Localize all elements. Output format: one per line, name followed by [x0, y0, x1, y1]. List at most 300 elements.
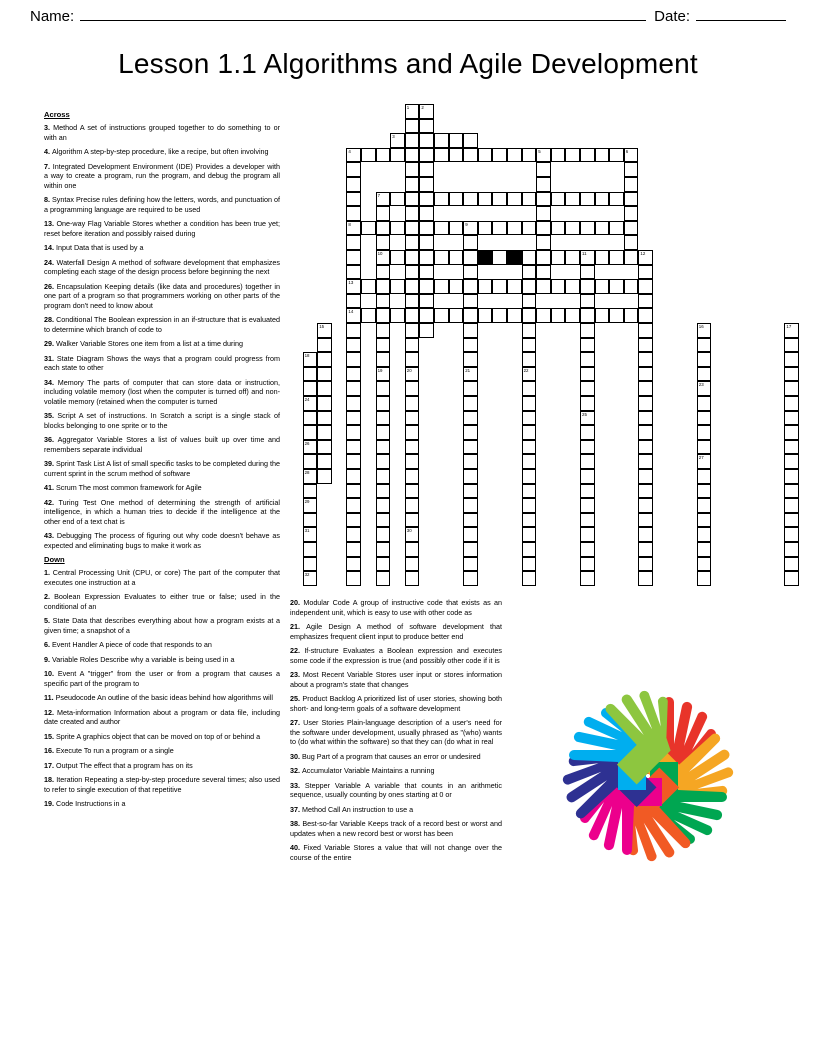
grid-cell[interactable] — [565, 308, 580, 323]
grid-cell[interactable] — [536, 265, 551, 280]
grid-cell[interactable] — [580, 323, 595, 338]
grid-cell[interactable] — [303, 411, 318, 426]
grid-cell[interactable] — [580, 440, 595, 455]
grid-cell[interactable] — [463, 338, 478, 353]
grid-cell[interactable] — [638, 396, 653, 411]
grid-cell[interactable] — [492, 250, 507, 265]
grid-cell[interactable] — [478, 148, 493, 163]
grid-cell[interactable] — [478, 308, 493, 323]
grid-cell[interactable] — [405, 381, 420, 396]
grid-cell[interactable] — [784, 542, 799, 557]
grid-cell[interactable] — [405, 425, 420, 440]
grid-cell[interactable] — [303, 367, 318, 382]
grid-cell[interactable] — [492, 192, 507, 207]
grid-cell[interactable] — [376, 265, 391, 280]
grid-cell[interactable] — [580, 411, 595, 426]
grid-cell[interactable] — [580, 527, 595, 542]
grid-cell[interactable] — [390, 250, 405, 265]
grid-cell[interactable] — [376, 411, 391, 426]
grid-cell[interactable] — [638, 557, 653, 572]
grid-cell[interactable] — [580, 308, 595, 323]
grid-cell[interactable] — [463, 454, 478, 469]
grid-cell[interactable] — [638, 571, 653, 586]
grid-cell[interactable] — [536, 235, 551, 250]
grid-cell[interactable] — [405, 133, 420, 148]
grid-cell[interactable] — [463, 265, 478, 280]
grid-cell[interactable] — [405, 279, 420, 294]
grid-cell[interactable] — [376, 542, 391, 557]
grid-cell[interactable] — [376, 221, 391, 236]
grid-cell[interactable] — [624, 250, 639, 265]
grid-cell[interactable] — [565, 279, 580, 294]
grid-cell[interactable] — [580, 484, 595, 499]
grid-cell[interactable] — [376, 294, 391, 309]
grid-cell[interactable] — [551, 192, 566, 207]
grid-cell[interactable] — [522, 498, 537, 513]
grid-cell[interactable] — [303, 454, 318, 469]
grid-cell[interactable] — [346, 250, 361, 265]
grid-cell[interactable] — [405, 498, 420, 513]
grid-cell[interactable] — [492, 279, 507, 294]
grid-cell[interactable] — [522, 279, 537, 294]
grid-cell[interactable] — [405, 513, 420, 528]
grid-cell[interactable] — [784, 454, 799, 469]
grid-cell[interactable] — [346, 469, 361, 484]
grid-cell[interactable] — [346, 323, 361, 338]
grid-cell[interactable] — [580, 192, 595, 207]
grid-cell[interactable] — [492, 308, 507, 323]
date-write-line[interactable] — [696, 8, 786, 21]
grid-cell[interactable] — [463, 469, 478, 484]
grid-cell[interactable] — [463, 294, 478, 309]
grid-cell[interactable] — [419, 162, 434, 177]
grid-cell[interactable] — [580, 338, 595, 353]
grid-cell[interactable] — [376, 527, 391, 542]
grid-cell[interactable] — [638, 513, 653, 528]
grid-cell[interactable] — [697, 411, 712, 426]
grid-cell[interactable] — [580, 352, 595, 367]
grid-cell[interactable] — [697, 367, 712, 382]
grid-cell[interactable] — [346, 162, 361, 177]
grid-cell[interactable] — [638, 367, 653, 382]
grid-cell[interactable] — [697, 513, 712, 528]
grid-cell[interactable] — [390, 133, 405, 148]
grid-cell[interactable] — [580, 571, 595, 586]
grid-cell[interactable] — [434, 308, 449, 323]
grid-cell[interactable] — [346, 279, 361, 294]
grid-cell[interactable] — [595, 279, 610, 294]
grid-cell[interactable] — [346, 542, 361, 557]
grid-cell[interactable] — [376, 148, 391, 163]
grid-cell[interactable] — [463, 250, 478, 265]
grid-cell[interactable] — [346, 381, 361, 396]
grid-cell[interactable] — [784, 527, 799, 542]
grid-cell[interactable] — [638, 294, 653, 309]
grid-cell[interactable] — [784, 381, 799, 396]
grid-cell[interactable] — [405, 440, 420, 455]
grid-cell[interactable] — [522, 338, 537, 353]
grid-cell[interactable] — [522, 221, 537, 236]
grid-cell[interactable] — [346, 221, 361, 236]
grid-cell[interactable] — [522, 557, 537, 572]
grid-cell[interactable] — [463, 308, 478, 323]
grid-cell[interactable] — [419, 104, 434, 119]
grid-cell[interactable] — [405, 527, 420, 542]
grid-cell[interactable] — [609, 221, 624, 236]
grid-cell[interactable] — [624, 177, 639, 192]
grid-cell[interactable] — [565, 192, 580, 207]
grid-cell[interactable] — [580, 454, 595, 469]
grid-cell[interactable] — [463, 440, 478, 455]
grid-cell[interactable] — [449, 250, 464, 265]
grid-cell[interactable] — [536, 206, 551, 221]
grid-cell[interactable] — [317, 425, 332, 440]
grid-cell[interactable] — [303, 484, 318, 499]
grid-cell[interactable] — [507, 221, 522, 236]
grid-cell[interactable] — [303, 469, 318, 484]
grid-cell[interactable] — [376, 513, 391, 528]
grid-cell[interactable] — [463, 484, 478, 499]
grid-cell[interactable] — [784, 396, 799, 411]
grid-cell[interactable] — [507, 148, 522, 163]
grid-cell[interactable] — [492, 221, 507, 236]
grid-cell[interactable] — [405, 396, 420, 411]
grid-cell[interactable] — [580, 367, 595, 382]
grid-cell[interactable] — [317, 440, 332, 455]
grid-cell[interactable] — [317, 323, 332, 338]
grid-cell[interactable] — [784, 323, 799, 338]
grid-cell[interactable] — [405, 571, 420, 586]
grid-cell[interactable] — [405, 206, 420, 221]
grid-cell[interactable] — [580, 148, 595, 163]
grid-cell[interactable] — [405, 177, 420, 192]
grid-cell[interactable] — [346, 308, 361, 323]
grid-cell[interactable] — [376, 498, 391, 513]
grid-cell[interactable] — [638, 265, 653, 280]
grid-cell[interactable] — [405, 265, 420, 280]
grid-cell[interactable] — [784, 484, 799, 499]
grid-cell[interactable] — [580, 250, 595, 265]
grid-cell[interactable] — [376, 571, 391, 586]
grid-cell[interactable] — [784, 411, 799, 426]
grid-cell[interactable] — [376, 469, 391, 484]
grid-cell[interactable] — [609, 308, 624, 323]
grid-cell[interactable] — [346, 177, 361, 192]
grid-cell[interactable] — [346, 498, 361, 513]
grid-cell[interactable] — [522, 148, 537, 163]
grid-cell[interactable] — [376, 323, 391, 338]
grid-cell[interactable] — [697, 381, 712, 396]
grid-cell[interactable] — [697, 440, 712, 455]
grid-cell[interactable] — [449, 133, 464, 148]
grid-cell[interactable] — [522, 352, 537, 367]
grid-cell[interactable] — [551, 221, 566, 236]
grid-cell[interactable] — [522, 265, 537, 280]
grid-cell[interactable] — [346, 352, 361, 367]
grid-cell[interactable] — [449, 308, 464, 323]
grid-cell[interactable] — [303, 498, 318, 513]
grid-cell[interactable] — [536, 148, 551, 163]
grid-cell[interactable] — [624, 206, 639, 221]
grid-cell[interactable] — [376, 484, 391, 499]
grid-cell[interactable] — [346, 484, 361, 499]
grid-cell[interactable] — [405, 148, 420, 163]
grid-cell[interactable] — [697, 571, 712, 586]
grid-cell[interactable] — [317, 454, 332, 469]
grid-cell[interactable] — [638, 440, 653, 455]
grid-cell[interactable] — [463, 352, 478, 367]
grid-cell[interactable] — [405, 454, 420, 469]
grid-cell[interactable] — [522, 294, 537, 309]
grid-cell[interactable] — [346, 571, 361, 586]
grid-cell[interactable] — [580, 265, 595, 280]
grid-cell[interactable] — [449, 279, 464, 294]
grid-cell[interactable] — [522, 571, 537, 586]
grid-cell[interactable] — [463, 527, 478, 542]
grid-cell[interactable] — [478, 192, 493, 207]
grid-cell[interactable] — [580, 425, 595, 440]
grid-cell[interactable] — [595, 308, 610, 323]
grid-cell[interactable] — [463, 557, 478, 572]
grid-cell[interactable] — [317, 469, 332, 484]
grid-cell[interactable] — [522, 484, 537, 499]
grid-cell[interactable] — [463, 396, 478, 411]
grid-cell[interactable] — [638, 338, 653, 353]
grid-cell[interactable] — [784, 513, 799, 528]
grid-cell[interactable] — [784, 440, 799, 455]
grid-cell[interactable] — [784, 469, 799, 484]
grid-cell[interactable] — [565, 250, 580, 265]
grid-cell[interactable] — [463, 235, 478, 250]
grid-cell[interactable] — [638, 308, 653, 323]
grid-cell[interactable] — [697, 469, 712, 484]
grid-cell[interactable] — [784, 367, 799, 382]
grid-cell[interactable] — [419, 250, 434, 265]
grid-cell[interactable] — [536, 308, 551, 323]
grid-cell[interactable] — [697, 425, 712, 440]
grid-cell[interactable] — [303, 542, 318, 557]
grid-cell[interactable] — [565, 221, 580, 236]
grid-cell[interactable] — [361, 221, 376, 236]
grid-cell[interactable] — [536, 279, 551, 294]
grid-cell[interactable] — [463, 513, 478, 528]
grid-cell[interactable] — [595, 250, 610, 265]
grid-cell[interactable] — [405, 323, 420, 338]
grid-cell[interactable] — [609, 192, 624, 207]
grid-cell[interactable] — [376, 396, 391, 411]
grid-cell[interactable] — [522, 250, 537, 265]
grid-cell[interactable] — [463, 571, 478, 586]
grid-cell[interactable] — [522, 323, 537, 338]
grid-cell[interactable] — [580, 557, 595, 572]
grid-cell[interactable] — [434, 133, 449, 148]
grid-cell[interactable] — [638, 250, 653, 265]
grid-cell[interactable] — [376, 338, 391, 353]
grid-cell[interactable] — [595, 192, 610, 207]
grid-cell[interactable] — [463, 148, 478, 163]
grid-cell[interactable] — [522, 440, 537, 455]
grid-cell[interactable] — [624, 221, 639, 236]
grid-cell[interactable] — [376, 279, 391, 294]
grid-cell[interactable] — [346, 338, 361, 353]
grid-cell[interactable] — [419, 206, 434, 221]
grid-cell[interactable] — [434, 148, 449, 163]
grid-cell[interactable] — [580, 221, 595, 236]
grid-cell[interactable] — [463, 221, 478, 236]
grid-cell[interactable] — [419, 148, 434, 163]
grid-cell[interactable] — [419, 133, 434, 148]
grid-cell[interactable] — [565, 148, 580, 163]
grid-cell[interactable] — [551, 148, 566, 163]
grid-cell[interactable] — [405, 308, 420, 323]
grid-cell[interactable] — [697, 352, 712, 367]
grid-cell[interactable] — [551, 308, 566, 323]
grid-cell[interactable] — [463, 192, 478, 207]
grid-cell[interactable] — [346, 454, 361, 469]
grid-cell[interactable] — [405, 542, 420, 557]
grid-cell[interactable] — [697, 484, 712, 499]
grid-cell[interactable] — [638, 542, 653, 557]
grid-cell[interactable] — [419, 119, 434, 134]
grid-cell[interactable] — [638, 323, 653, 338]
grid-cell[interactable] — [434, 221, 449, 236]
grid-cell[interactable] — [609, 148, 624, 163]
grid-cell[interactable] — [405, 338, 420, 353]
grid-cell[interactable] — [390, 279, 405, 294]
grid-cell[interactable] — [463, 411, 478, 426]
grid-cell[interactable] — [376, 557, 391, 572]
grid-cell[interactable] — [449, 148, 464, 163]
grid-cell[interactable] — [317, 352, 332, 367]
grid-cell[interactable] — [346, 396, 361, 411]
grid-cell[interactable] — [317, 396, 332, 411]
grid-cell[interactable] — [697, 323, 712, 338]
grid-cell[interactable] — [419, 294, 434, 309]
grid-cell[interactable] — [478, 221, 493, 236]
grid-cell[interactable] — [463, 133, 478, 148]
grid-cell[interactable] — [449, 221, 464, 236]
grid-cell[interactable] — [463, 381, 478, 396]
grid-cell[interactable] — [303, 557, 318, 572]
grid-cell[interactable] — [463, 323, 478, 338]
grid-cell[interactable] — [419, 192, 434, 207]
grid-cell[interactable] — [376, 367, 391, 382]
grid-cell[interactable] — [522, 308, 537, 323]
grid-cell[interactable] — [419, 308, 434, 323]
grid-cell[interactable] — [697, 396, 712, 411]
grid-cell[interactable] — [697, 454, 712, 469]
grid-cell[interactable] — [580, 498, 595, 513]
grid-cell[interactable] — [434, 279, 449, 294]
grid-cell[interactable] — [303, 440, 318, 455]
grid-cell[interactable] — [317, 411, 332, 426]
grid-cell[interactable] — [507, 279, 522, 294]
grid-cell[interactable] — [522, 527, 537, 542]
grid-cell[interactable] — [361, 279, 376, 294]
grid-cell[interactable] — [303, 527, 318, 542]
grid-cell[interactable] — [405, 192, 420, 207]
grid-cell[interactable] — [536, 250, 551, 265]
grid-cell[interactable] — [405, 162, 420, 177]
grid-cell[interactable] — [405, 221, 420, 236]
grid-cell[interactable] — [376, 235, 391, 250]
grid-cell[interactable] — [346, 206, 361, 221]
grid-cell[interactable] — [522, 381, 537, 396]
grid-cell[interactable] — [595, 148, 610, 163]
grid-cell[interactable] — [434, 250, 449, 265]
grid-cell[interactable] — [405, 469, 420, 484]
grid-cell[interactable] — [638, 527, 653, 542]
grid-cell[interactable] — [784, 338, 799, 353]
grid-cell[interactable] — [638, 454, 653, 469]
grid-cell[interactable] — [376, 308, 391, 323]
grid-cell[interactable] — [536, 162, 551, 177]
grid-cell[interactable] — [507, 192, 522, 207]
grid-cell[interactable] — [419, 265, 434, 280]
grid-cell[interactable] — [376, 250, 391, 265]
grid-cell[interactable] — [376, 381, 391, 396]
grid-cell[interactable] — [390, 192, 405, 207]
grid-cell[interactable] — [317, 381, 332, 396]
grid-cell[interactable] — [536, 177, 551, 192]
grid-cell[interactable] — [405, 411, 420, 426]
grid-cell[interactable] — [522, 396, 537, 411]
grid-cell[interactable] — [580, 381, 595, 396]
grid-cell[interactable] — [405, 367, 420, 382]
grid-cell[interactable] — [522, 542, 537, 557]
grid-cell[interactable] — [346, 192, 361, 207]
grid-cell[interactable] — [376, 454, 391, 469]
grid-cell[interactable] — [492, 148, 507, 163]
grid-cell[interactable] — [303, 381, 318, 396]
grid-cell[interactable] — [463, 279, 478, 294]
grid-cell[interactable] — [405, 484, 420, 499]
grid-cell[interactable] — [361, 308, 376, 323]
grid-cell[interactable] — [303, 396, 318, 411]
grid-cell[interactable] — [376, 425, 391, 440]
grid-cell[interactable] — [317, 367, 332, 382]
grid-cell[interactable] — [624, 192, 639, 207]
grid-cell[interactable] — [551, 279, 566, 294]
grid-cell[interactable] — [346, 265, 361, 280]
grid-cell[interactable] — [522, 513, 537, 528]
grid-cell[interactable] — [405, 294, 420, 309]
grid-cell[interactable] — [390, 308, 405, 323]
grid-cell[interactable] — [376, 206, 391, 221]
grid-cell[interactable] — [419, 279, 434, 294]
grid-cell[interactable] — [580, 513, 595, 528]
grid-cell[interactable] — [784, 571, 799, 586]
grid-cell[interactable] — [507, 308, 522, 323]
grid-cell[interactable] — [303, 352, 318, 367]
grid-cell[interactable] — [463, 498, 478, 513]
grid-cell[interactable] — [638, 411, 653, 426]
grid-cell[interactable] — [697, 542, 712, 557]
grid-cell[interactable] — [390, 148, 405, 163]
grid-cell[interactable] — [346, 425, 361, 440]
grid-cell[interactable] — [361, 148, 376, 163]
grid-cell[interactable] — [624, 162, 639, 177]
grid-cell[interactable] — [303, 513, 318, 528]
grid-cell[interactable] — [638, 498, 653, 513]
grid-cell[interactable] — [638, 484, 653, 499]
grid-cell[interactable] — [346, 235, 361, 250]
grid-cell[interactable] — [638, 381, 653, 396]
grid-cell[interactable] — [638, 279, 653, 294]
grid-cell[interactable] — [478, 279, 493, 294]
grid-cell[interactable] — [697, 338, 712, 353]
grid-cell[interactable] — [536, 192, 551, 207]
